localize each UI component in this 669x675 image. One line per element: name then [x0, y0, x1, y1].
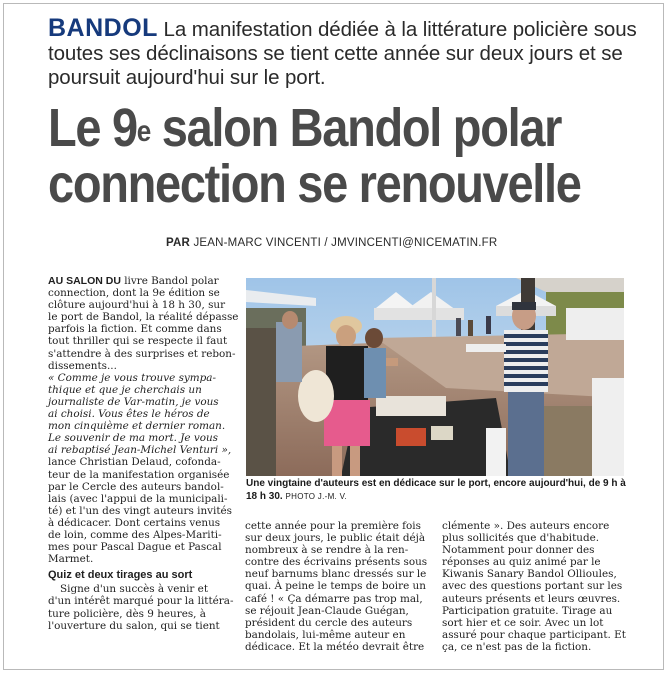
body-line: clôture aujourd'hui à 18 h 30, sur — [48, 299, 226, 312]
photo-caption — [246, 478, 626, 503]
body-line: par le Cercle des auteurs bandol- — [48, 480, 224, 493]
quote-line: mon cinquième et dernier roman. — [48, 420, 226, 433]
body-line: contre des écrivains présents sous — [245, 556, 428, 569]
body-line: auteurs présents et leurs œuvres. — [442, 592, 621, 605]
body-line: sort hier et ce soir. Avec un lot — [442, 616, 604, 629]
body-line: quai. À peine le temps de boire un — [245, 580, 426, 593]
body-line: connection, dont la 9e édition se — [48, 287, 220, 300]
body-line: président du cercle des auteurs — [245, 616, 413, 629]
body-line: sur deux jours, le public était déjà — [245, 532, 426, 545]
body-line: avec des questions portant sur les — [442, 580, 623, 593]
body-line: Kiwanis Sanary Bandol Ollioules, — [442, 568, 617, 581]
quote-line: « Comme je vous trouve sympa- — [48, 371, 216, 384]
byline-author: JEAN-MARC VINCENTI / JMVINCENTI@NICEMATIN.FR — [193, 237, 498, 249]
chapo-text: La manifestation dédiée à la littérature policière sous toutes ses déclinaisons se tient cette année sur deux jours et se poursuit aujourd'hui sur le port. — [48, 18, 637, 89]
lead-in: AU SALON DU — [48, 275, 121, 287]
caption-text: Une vingtaine d'auteurs est en dédicace sur le port, encore aujourd'hui, de 9 h à 18 h 30. — [246, 478, 626, 502]
body-line: s'attendre à des surprises et rebon- — [48, 347, 236, 360]
body-line: lais (avec l'appui de la municipali- — [48, 492, 228, 505]
body-line: bandolais, lui-même auteur en — [245, 628, 406, 641]
body-line: réponses au quiz animé par le — [442, 556, 601, 569]
body-line: mes pour Pascal Dague et Pascal — [48, 541, 222, 554]
body-line: dissements... — [48, 359, 117, 372]
headline-part: salon Bandol polar — [150, 98, 562, 158]
headline-line-1 — [48, 100, 570, 156]
article-photo — [246, 278, 624, 476]
body-line: tout thriller qui se respecte il faut — [48, 335, 228, 348]
byline-prefix: PAR — [166, 237, 191, 249]
photo-illustration — [246, 278, 624, 476]
body-line: lance Christian Delaud, cofonda- — [48, 456, 221, 469]
quote-line: journaliste de Var-matin, je vous — [48, 395, 219, 408]
body-line: plus sollicités que d'habitude. — [442, 532, 600, 545]
column-1 — [48, 275, 239, 632]
body-line: d'un intérêt marqué pour la littéra- — [48, 595, 234, 608]
body-line: l'ouverture du salon, qui se tient — [48, 619, 220, 632]
body-line: teur de la manifestation organisée — [48, 468, 230, 481]
headline-sup: e — [136, 115, 151, 148]
body-line: ture policière, dès 9 heures, à — [48, 607, 206, 620]
headline-line-2: connection se renouvelle — [48, 154, 581, 214]
kicker: BANDOL — [48, 14, 158, 42]
column-2 — [245, 520, 435, 653]
body-line: cette année pour la première fois — [245, 520, 421, 532]
headline-part: Le 9 — [48, 98, 137, 158]
body-line: Notamment pour donner des — [442, 544, 595, 557]
photo-credit: PHOTO J.-M. V. — [285, 491, 348, 501]
quote-line: Le souvenir de ma mort. Je vous — [48, 432, 219, 445]
body-line: livre Bandol polar — [120, 275, 219, 287]
body-line: clémente ». Des auteurs encore — [442, 520, 610, 532]
article-chapo — [48, 16, 648, 90]
body-line: de loin, comme des Alpes-Mariti- — [48, 528, 222, 541]
body-line: Participation gratuite. Tirage au — [442, 604, 613, 617]
body-line: dédicace. Et la météo devrait être — [245, 640, 425, 653]
subheading: Quiz et deux tirages au sort — [48, 569, 193, 582]
body-line: té) et l'un des vingt auteurs invités — [48, 504, 232, 517]
body-line: parfois la fiction. Et comme dans — [48, 323, 222, 336]
quote-line: ai rebaptisé Jean-Michel Venturi », — [48, 444, 232, 457]
body-line: Signe d'un succès à venir et — [60, 583, 209, 596]
headline — [48, 98, 581, 214]
column-3 — [442, 520, 630, 653]
body-line: café ! « Ça démarre pas trop mal, — [245, 592, 423, 605]
body-line: neuf barnums blanc dressés sur le — [245, 568, 427, 581]
body-line: Marmet. — [48, 553, 94, 566]
body-line: nombreux à se rendre à la ren- — [245, 544, 409, 557]
byline — [166, 237, 497, 249]
body-line: ça, ce n'est pas de la fiction. — [442, 640, 592, 653]
body-line: se réjouit Jean-Claude Guégan, — [245, 604, 409, 617]
quote-line: ai choisi. Vous êtes le héros de — [48, 408, 210, 421]
quote-line: thique et que je cherchais un — [48, 383, 202, 396]
body-line: assuré pour chaque participant. Et — [442, 628, 626, 641]
body-line: le port de Bandol, la réalité dépasse — [48, 311, 239, 324]
body-line: à dédicacer. Dont certains venus — [48, 516, 221, 529]
